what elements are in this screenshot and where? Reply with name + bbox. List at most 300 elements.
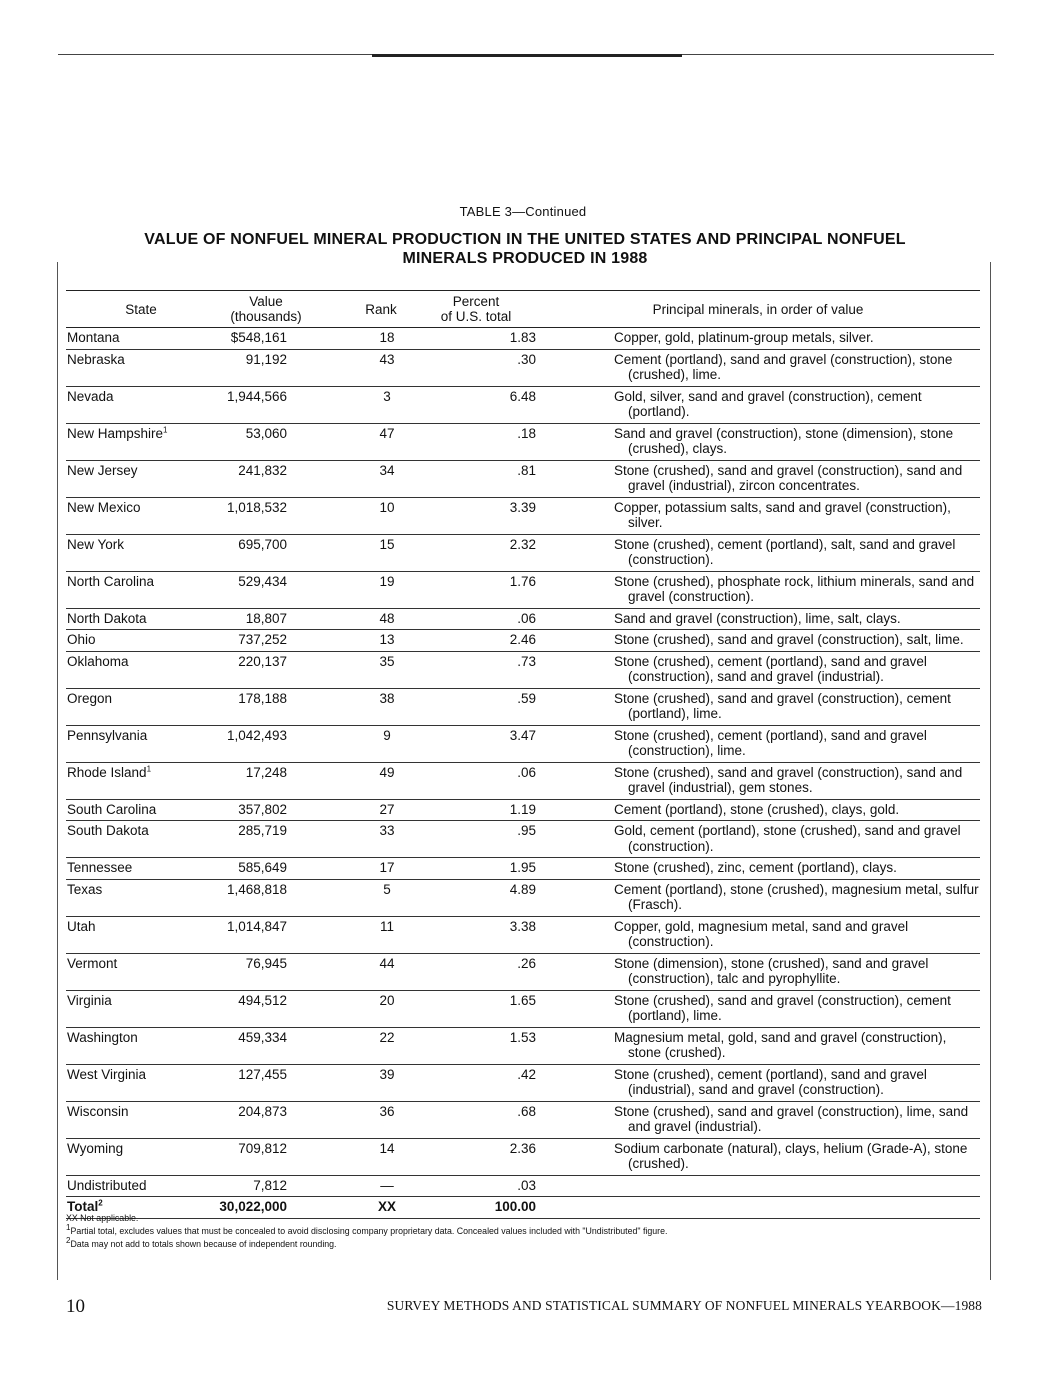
state-name: Rhode Island [67, 764, 147, 780]
value-text: 204,873 [238, 1103, 287, 1119]
value-text: 127,455 [238, 1066, 287, 1082]
value-text: 1,944,566 [226, 388, 287, 404]
table-row [66, 386, 980, 423]
table-row [66, 423, 980, 460]
cell-percent [446, 460, 536, 497]
rank-text: 17 [379, 860, 395, 875]
column-header-percent-line1: Percent [452, 294, 500, 309]
cell-value [216, 762, 316, 799]
cell-state [66, 1064, 216, 1101]
state-name: North Carolina [67, 573, 155, 589]
rank-text: 43 [379, 351, 395, 367]
cell-state [66, 1101, 216, 1138]
running-footer: SURVEY METHODS AND STATISTICAL SUMMARY OF NONFUEL MINERALS YEARBOOK—1988 [386, 1298, 982, 1313]
percent-text: .30 [517, 351, 536, 367]
cell-value [216, 688, 316, 725]
minerals-text: Sodium carbonate (natural), clays, helium (Grade-A), stone (crushed). [614, 1140, 968, 1171]
cell-percent [446, 1101, 536, 1138]
value-text: 7,812 [253, 1177, 287, 1193]
percent-text: 1.95 [509, 860, 536, 875]
percent-text: 3.47 [509, 727, 536, 743]
cell-value [216, 608, 316, 630]
cell-minerals [536, 349, 980, 386]
total-percent: 100.00 [494, 1199, 536, 1214]
cell-value [216, 1027, 316, 1064]
cell-percent [446, 858, 536, 880]
rank-text: 47 [379, 425, 395, 441]
percent-text: 2.32 [509, 536, 536, 552]
cell-rank [316, 858, 446, 880]
cell-value [216, 799, 316, 821]
footnote-marker: 1 [66, 1223, 71, 1233]
cell-minerals [536, 799, 980, 821]
cell-minerals [536, 460, 980, 497]
cell-percent [446, 423, 536, 460]
percent-text: .18 [517, 425, 536, 441]
value-text: 53,060 [245, 425, 287, 441]
page-number: 10 [66, 1296, 85, 1317]
top-rule-accent [372, 54, 682, 57]
cell-value [216, 571, 316, 608]
footnotes [66, 1212, 980, 1251]
cell-minerals [536, 821, 980, 858]
cell-percent [446, 1064, 536, 1101]
minerals-text: Magnesium metal, gold, sand and gravel (construction), stone (crushed). [614, 1029, 947, 1060]
percent-text: 6.48 [509, 388, 536, 404]
table-header-row [66, 291, 980, 328]
percent-text: 1.53 [509, 1029, 536, 1045]
cell-rank [316, 762, 446, 799]
value-text: 357,802 [238, 801, 287, 817]
right-margin-line [990, 262, 991, 1280]
cell-value [216, 858, 316, 880]
footnote-text: Data may not add to totals shown because of independent rounding. [70, 1239, 337, 1249]
cell-minerals [536, 608, 980, 630]
value-text: 1,042,493 [226, 727, 287, 743]
cell-rank [316, 1027, 446, 1064]
minerals-text: Gold, silver, sand and gravel (construction), cement (portland). [614, 388, 922, 419]
state-name: Vermont [67, 955, 118, 971]
value-text: 737,252 [238, 632, 287, 647]
cell-state [66, 571, 216, 608]
cell-minerals [536, 953, 980, 990]
cell-percent [446, 953, 536, 990]
cell-percent [446, 762, 536, 799]
percent-text: 4.89 [509, 881, 536, 897]
column-header-rank: Rank [316, 291, 446, 328]
table-row [66, 1138, 980, 1175]
percent-text: 1.19 [509, 801, 536, 817]
cell-value [216, 328, 316, 350]
rank-text: 27 [379, 801, 395, 817]
minerals-text: Copper, potassium salts, sand and gravel (construction), silver. [614, 499, 951, 530]
cell-percent [446, 1027, 536, 1064]
rank-text: 11 [379, 918, 394, 934]
rank-text: 3 [383, 388, 391, 404]
footnote-text: Partial total, excludes values that must be concealed to avoid disclosing company proprietary data. Concealed values included with "Undistributed" figure. [70, 1226, 668, 1236]
cell-percent [446, 534, 536, 571]
cell-value [216, 460, 316, 497]
minerals-text: Stone (crushed), zinc, cement (portland), clays. [614, 860, 897, 875]
value-text: 459,334 [238, 1029, 287, 1045]
rank-text: 10 [379, 499, 395, 515]
cell-percent [446, 571, 536, 608]
cell-minerals [536, 879, 980, 916]
value-text: 585,649 [238, 860, 287, 875]
cell-rank [316, 1101, 446, 1138]
cell-rank [316, 688, 446, 725]
cell-state [66, 608, 216, 630]
minerals-text: Stone (crushed), sand and gravel (construction), salt, lime. [614, 632, 964, 647]
cell-percent [446, 386, 536, 423]
state-name: Nebraska [67, 351, 125, 367]
cell-percent [446, 990, 536, 1027]
rank-text: 18 [379, 330, 395, 345]
minerals-text: Stone (crushed), cement (portland), sand and gravel (construction), lime. [614, 727, 927, 758]
percent-text: 1.83 [509, 330, 536, 345]
cell-state [66, 423, 216, 460]
rank-text: 35 [379, 653, 395, 669]
cell-value [216, 1101, 316, 1138]
table-row [66, 497, 980, 534]
value-text: 220,137 [238, 653, 287, 669]
cell-percent [446, 799, 536, 821]
cell-percent [446, 608, 536, 630]
table-body [66, 328, 980, 1219]
cell-minerals [536, 1064, 980, 1101]
percent-text: .06 [517, 764, 536, 780]
cell-rank [316, 953, 446, 990]
state-name: Utah [67, 918, 96, 934]
cell-rank [316, 916, 446, 953]
minerals-text: Gold, cement (portland), stone (crushed), sand and gravel (construction). [614, 823, 961, 854]
state-name: New Mexico [67, 499, 141, 515]
cell-rank [316, 1064, 446, 1101]
table-row [66, 916, 980, 953]
state-name: Wyoming [67, 1140, 124, 1156]
column-header-percent [440, 291, 536, 328]
state-name: Montana [67, 330, 120, 345]
value-text: 76,945 [245, 955, 287, 971]
cell-state [66, 858, 216, 880]
state-name: Nevada [67, 388, 114, 404]
cell-percent [446, 1138, 536, 1175]
cell-state [66, 762, 216, 799]
percent-text: .59 [517, 690, 536, 706]
state-name: New York [67, 536, 125, 552]
percent-text: 3.38 [509, 918, 536, 934]
cell-percent [446, 821, 536, 858]
page-title: VALUE OF NONFUEL MINERAL PRODUCTION IN THE UNITED STATES AND PRINCIPAL NONFUEL MINERALS PRODUCED IN 1988 [144, 231, 906, 267]
cell-state [66, 879, 216, 916]
table-row [66, 328, 980, 350]
state-name: Pennsylvania [67, 727, 148, 743]
percent-text: .03 [517, 1177, 536, 1193]
table-label: TABLE 3—Continued [459, 204, 587, 219]
cell-minerals [536, 386, 980, 423]
state-name: South Carolina [67, 801, 157, 817]
cell-percent [446, 497, 536, 534]
minerals-text: Stone (crushed), sand and gravel (construction), sand and gravel (industrial), gem stones. [614, 764, 963, 795]
percent-text: 1.65 [509, 992, 536, 1008]
cell-rank [316, 328, 446, 350]
minerals-text: Stone (crushed), cement (portland), sand and gravel (industrial), sand and gravel (construction). [614, 1066, 927, 1097]
table-row [66, 1064, 980, 1101]
value-text: 18,807 [245, 610, 287, 626]
value-text: 709,812 [238, 1140, 287, 1156]
column-header-minerals: Principal minerals, in order of value [536, 291, 980, 328]
footnote [66, 1212, 980, 1225]
percent-text: .42 [517, 1066, 536, 1082]
state-name: Oklahoma [67, 653, 129, 669]
state-name: New Jersey [67, 462, 138, 478]
cell-minerals [536, 423, 980, 460]
cell-value [216, 423, 316, 460]
minerals-text: Stone (crushed), sand and gravel (construction), sand and gravel (industrial), zircon concentrates. [614, 462, 963, 493]
value-text: 91,192 [245, 351, 287, 367]
state-name: Washington [67, 1029, 138, 1045]
total-value: 30,022,000 [219, 1199, 287, 1214]
cell-value [216, 725, 316, 762]
cell-percent [446, 651, 536, 688]
cell-percent [446, 328, 536, 350]
cell-value [216, 534, 316, 571]
rank-text: 34 [379, 462, 395, 478]
cell-state [66, 1138, 216, 1175]
value-text: 1,018,532 [226, 499, 287, 515]
cell-value [216, 386, 316, 423]
minerals-text: Cement (portland), stone (crushed), clays, gold. [614, 801, 900, 817]
table-row [66, 725, 980, 762]
cell-state [66, 953, 216, 990]
footnote-text: XX Not applicable. [66, 1213, 139, 1223]
value-text: 1,468,818 [226, 881, 287, 897]
cell-state [66, 916, 216, 953]
minerals-text: Sand and gravel (construction), stone (dimension), stone (crushed), clays. [614, 425, 954, 456]
rank-text: 19 [379, 573, 395, 589]
cell-state [66, 688, 216, 725]
minerals-text: Stone (crushed), sand and gravel (construction), lime, sand and gravel (industrial). [614, 1103, 969, 1134]
table-row [66, 879, 980, 916]
cell-percent [446, 688, 536, 725]
rank-text: 49 [379, 764, 395, 780]
column-header-state: State [66, 291, 216, 328]
cell-rank [316, 1138, 446, 1175]
table-row [66, 1027, 980, 1064]
cell-rank [316, 799, 446, 821]
table-row [66, 1101, 980, 1138]
rank-text: 33 [379, 823, 395, 838]
footnote [66, 1225, 980, 1238]
cell-percent [446, 725, 536, 762]
cell-value [216, 651, 316, 688]
state-name: Oregon [67, 690, 113, 706]
cell-minerals [536, 725, 980, 762]
cell-rank [316, 651, 446, 688]
table-row [66, 651, 980, 688]
rank-text: 44 [379, 955, 395, 971]
cell-rank [316, 460, 446, 497]
footnote-marker: 2 [66, 1236, 71, 1246]
cell-minerals [536, 916, 980, 953]
table-row [66, 1175, 980, 1197]
cell-minerals [536, 497, 980, 534]
table-row [66, 608, 980, 630]
cell-value [216, 879, 316, 916]
value-text: 241,832 [238, 462, 287, 478]
cell-state [66, 821, 216, 858]
rank-text: 5 [383, 881, 391, 897]
state-name: Ohio [67, 632, 96, 647]
cell-percent [446, 1175, 536, 1197]
state-name: Undistributed [67, 1177, 147, 1193]
cell-state [66, 328, 216, 350]
cell-value [216, 1064, 316, 1101]
value-text: 17,248 [245, 764, 287, 780]
column-header-value-line1: Value [249, 294, 283, 309]
state-name: Tennessee [67, 860, 133, 875]
cell-rank [316, 990, 446, 1027]
mineral-production-table [66, 290, 980, 1219]
cell-rank [316, 534, 446, 571]
percent-text: 1.76 [509, 573, 536, 589]
footnote-marker: 2 [98, 1198, 103, 1208]
cell-minerals [536, 688, 980, 725]
minerals-text: Cement (portland), stone (crushed), magnesium metal, sulfur (Frasch). [614, 881, 979, 912]
cell-state [66, 799, 216, 821]
cell-minerals [536, 534, 980, 571]
cell-rank [316, 497, 446, 534]
cell-minerals [536, 328, 980, 350]
state-name: West Virginia [67, 1066, 147, 1082]
cell-percent [446, 879, 536, 916]
cell-state [66, 349, 216, 386]
state-name: South Dakota [67, 823, 149, 838]
value-text: 285,719 [238, 823, 287, 838]
column-header-percent-line2: of U.S. total [440, 309, 512, 324]
total-rank: XX [377, 1199, 396, 1214]
cell-rank [316, 879, 446, 916]
value-text: 494,512 [238, 992, 287, 1008]
cell-rank [316, 821, 446, 858]
percent-text: .73 [517, 653, 536, 669]
cell-value [216, 916, 316, 953]
percent-text: 3.39 [509, 499, 536, 515]
cell-state [66, 651, 216, 688]
rank-text: 14 [379, 1140, 395, 1156]
cell-value [216, 497, 316, 534]
rank-text: 36 [379, 1103, 395, 1119]
footnote-marker: 1 [163, 425, 168, 434]
cell-minerals [536, 990, 980, 1027]
state-name: New Hampshire [67, 425, 164, 441]
column-header-value [216, 291, 316, 328]
cell-rank [316, 1175, 446, 1197]
cell-rank [316, 423, 446, 460]
state-name: Virginia [67, 992, 112, 1008]
minerals-text: Stone (crushed), sand and gravel (construction), cement (portland), lime. [614, 992, 951, 1023]
cell-rank [316, 608, 446, 630]
cell-rank [316, 725, 446, 762]
cell-value [216, 821, 316, 858]
minerals-text: Copper, gold, magnesium metal, sand and gravel (construction). [614, 918, 909, 949]
state-name: Wisconsin [67, 1103, 129, 1119]
cell-rank [316, 630, 446, 652]
cell-state [66, 386, 216, 423]
cell-state [66, 725, 216, 762]
cell-state [66, 460, 216, 497]
percent-text: .95 [517, 823, 536, 838]
rank-text: 20 [379, 992, 395, 1008]
left-margin-line [57, 262, 58, 1280]
column-header-value-line2: (thousands) [230, 309, 302, 324]
minerals-text: Stone (crushed), cement (portland), salt, sand and gravel (construction). [614, 536, 956, 567]
table-row [66, 821, 980, 858]
rank-text: 48 [379, 610, 395, 626]
table-row [66, 990, 980, 1027]
cell-state [66, 534, 216, 571]
cell-minerals [536, 571, 980, 608]
rank-text: 38 [379, 690, 395, 706]
table-row [66, 762, 980, 799]
rank-text: — [380, 1177, 394, 1193]
cell-rank [316, 349, 446, 386]
minerals-text: Stone (crushed), cement (portland), sand and gravel (construction), sand and gravel (industrial). [614, 653, 927, 684]
cell-state [66, 990, 216, 1027]
cell-minerals [536, 762, 980, 799]
footnote [66, 1238, 980, 1251]
value-text: 695,700 [238, 536, 287, 552]
minerals-text: Copper, gold, platinum-group metals, silver. [614, 330, 874, 345]
cell-rank [316, 386, 446, 423]
percent-text: .06 [517, 610, 536, 626]
table-row [66, 799, 980, 821]
minerals-text: Stone (crushed), phosphate rock, lithium minerals, sand and gravel (construction). [614, 573, 975, 604]
percent-text: .26 [517, 955, 536, 971]
cell-minerals [536, 1138, 980, 1175]
value-text: 529,434 [238, 573, 287, 589]
cell-minerals [536, 1175, 980, 1197]
total-label: Total [67, 1199, 99, 1214]
cell-minerals [536, 1027, 980, 1064]
value-text: $548,161 [230, 330, 287, 345]
state-name: Texas [67, 881, 103, 897]
value-text: 178,188 [238, 690, 287, 706]
minerals-text: Stone (crushed), sand and gravel (construction), cement (portland), lime. [614, 690, 951, 721]
percent-text: .81 [517, 462, 536, 478]
percent-text: .68 [517, 1103, 536, 1119]
table-row [66, 858, 980, 880]
rank-text: 9 [383, 727, 391, 743]
percent-text: 2.36 [509, 1140, 536, 1156]
cell-minerals [536, 651, 980, 688]
cell-value [216, 953, 316, 990]
table-row [66, 571, 980, 608]
table-row [66, 953, 980, 990]
cell-state [66, 1175, 216, 1197]
cell-value [216, 349, 316, 386]
rank-text: 39 [379, 1066, 395, 1082]
rank-text: 15 [379, 536, 395, 552]
cell-value [216, 1175, 316, 1197]
cell-percent [446, 349, 536, 386]
cell-minerals [536, 858, 980, 880]
rank-text: 13 [379, 632, 395, 647]
cell-value [216, 990, 316, 1027]
cell-value [216, 630, 316, 652]
state-name: North Dakota [67, 610, 147, 626]
cell-state [66, 1027, 216, 1064]
